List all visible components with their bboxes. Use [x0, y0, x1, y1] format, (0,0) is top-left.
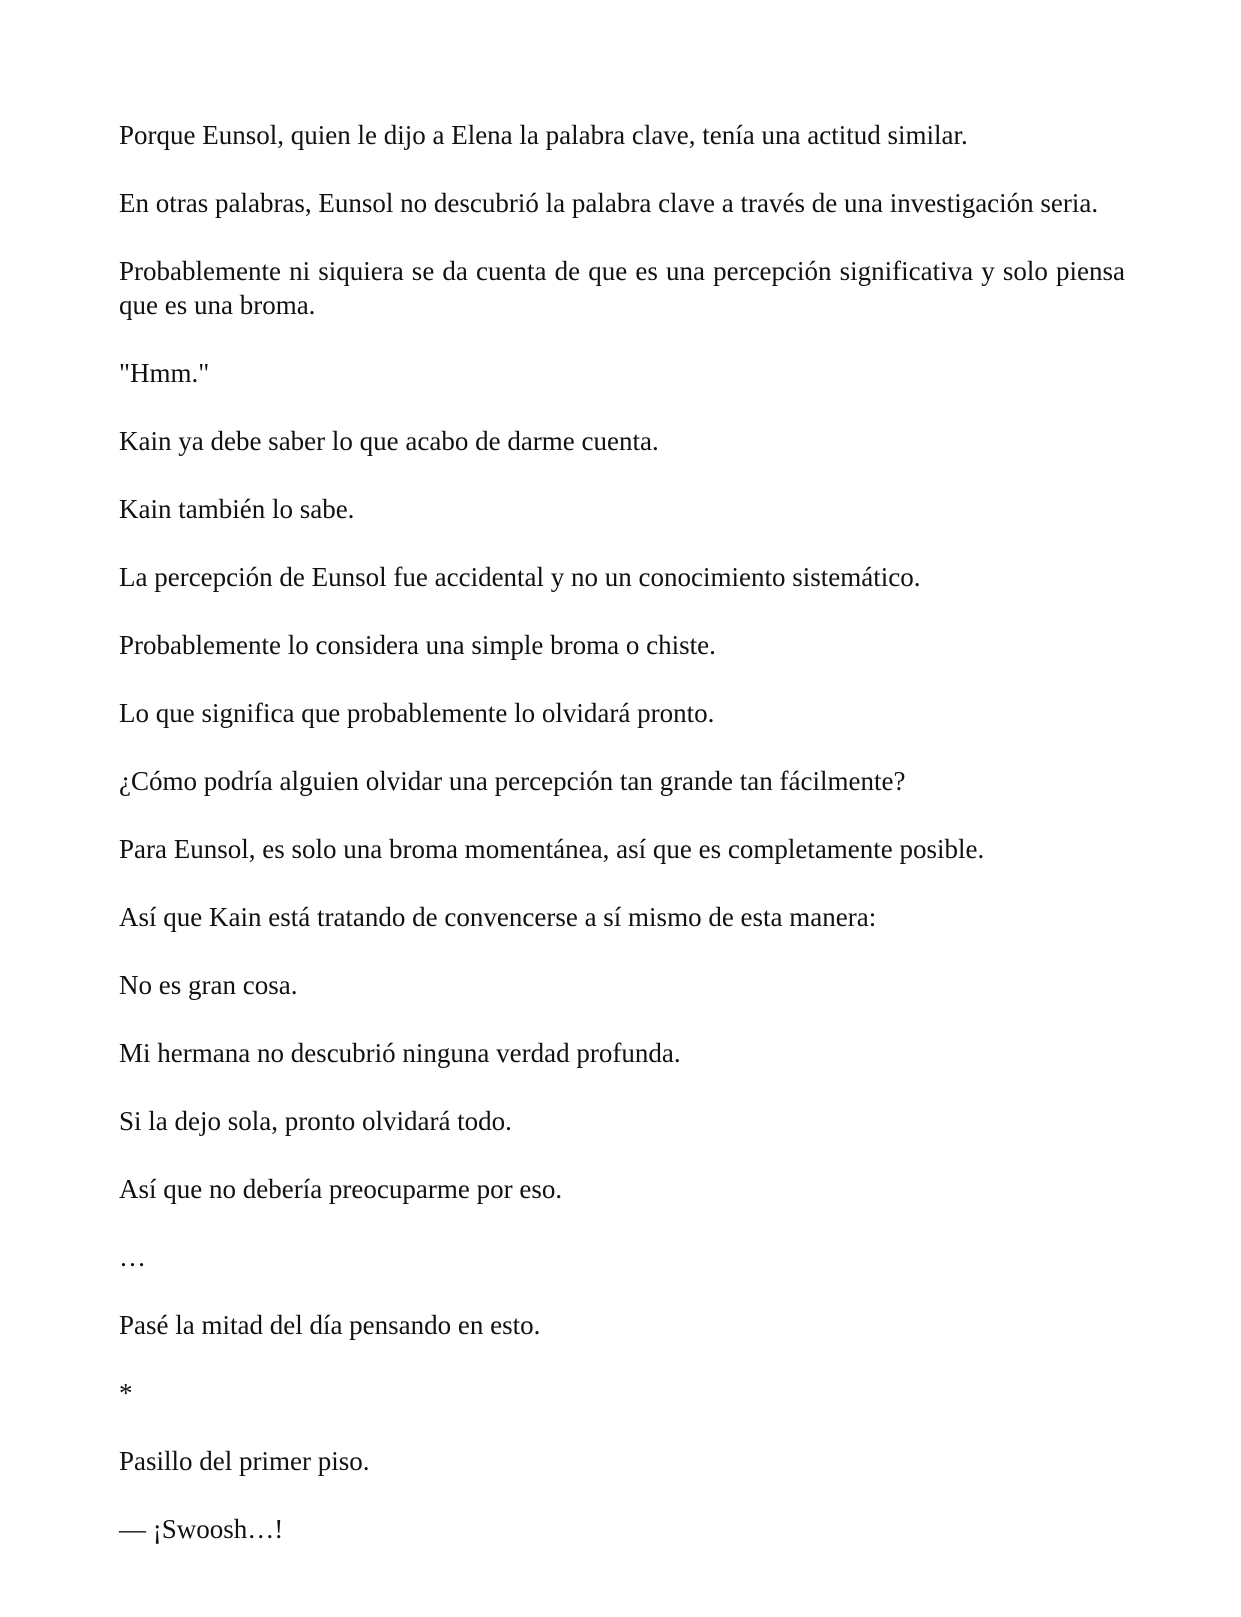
paragraph: Para Eunsol, es solo una broma momentánea, así que es completamente posible.	[119, 834, 985, 864]
paragraph: Lo que significa que probablemente lo olvidará pronto.	[119, 698, 715, 728]
paragraph: "Hmm."	[119, 358, 210, 388]
paragraph: Si la dejo sola, pronto olvidará todo.	[119, 1106, 512, 1136]
paragraph: Así que Kain está tratando de convencerse a sí mismo de esta manera:	[119, 902, 877, 932]
paragraph: No es gran cosa.	[119, 970, 298, 1000]
paragraph: Probablemente lo considera una simple broma o chiste.	[119, 630, 716, 660]
paragraph: Porque Eunsol, quien le dijo a Elena la palabra clave, tenía una actitud similar.	[119, 120, 968, 150]
document-body	[119, 118, 1125, 1580]
scene-break: *	[119, 1378, 133, 1408]
paragraph: — ¡Swoosh…!	[119, 1514, 284, 1544]
paragraph: Pasillo del primer piso.	[119, 1446, 370, 1476]
paragraph: Kain ya debe saber lo que acabo de darme cuenta.	[119, 426, 659, 456]
paragraph: La percepción de Eunsol fue accidental y no un conocimiento sistemático.	[119, 562, 921, 592]
paragraph: En otras palabras, Eunsol no descubrió la palabra clave a través de una investigación seria.	[119, 188, 1099, 218]
paragraph: Kain también lo sabe.	[119, 494, 355, 524]
paragraph: Así que no debería preocuparme por eso.	[119, 1174, 563, 1204]
paragraph: Mi hermana no descubrió ninguna verdad profunda.	[119, 1038, 681, 1068]
paragraph: Probablemente ni siquiera se da cuenta de que es una percepción significativa y solo piensa que es una broma.	[119, 256, 1125, 320]
paragraph: Pasé la mitad del día pensando en esto.	[119, 1310, 541, 1340]
paragraph: …	[119, 1242, 146, 1272]
paragraph: ¿Cómo podría alguien olvidar una percepción tan grande tan fácilmente?	[119, 766, 906, 796]
